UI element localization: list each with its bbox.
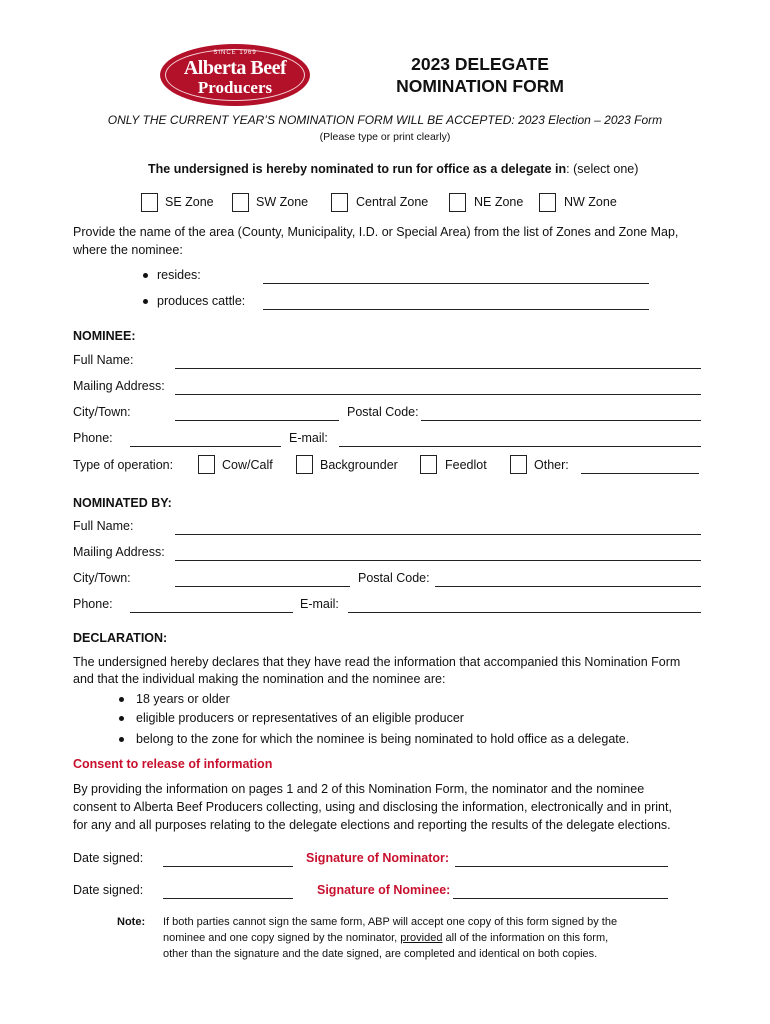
nominator-mailing-field[interactable] [175,560,701,561]
nominator-city-label: City/Town: [73,571,131,585]
nominator-mailing-label: Mailing Address: [73,545,165,559]
logo-line2: Producers [197,78,273,97]
nominator-full-name-label: Full Name: [73,519,134,533]
form-title [370,53,590,97]
title-line2: NOMINATION FORM [396,76,564,96]
nominator-full-name-field[interactable] [175,534,701,535]
zone-prompt [148,162,638,176]
operation-checkbox-backgrounder[interactable] [296,455,313,474]
print-note: (Please type or print clearly) [319,131,451,143]
zone-prompt-bold: The undersigned is hereby nominated to run for office as a delegate in [148,162,567,176]
nominee-full-name-field[interactable] [175,368,701,369]
nominee-signature-field[interactable] [453,898,668,899]
note-line2-post: all of the information on this form, [442,932,609,944]
consent-line2: consent to Alberta Beef Producers collecting, using and disclosing the information, electronically and in print, [73,800,672,814]
zone-checkbox-sw[interactable] [232,193,249,212]
nominee-city-label: City/Town: [73,405,131,419]
nominee-mailing-label: Mailing Address: [73,379,165,393]
note-provided: provided [400,932,443,944]
operation-checkbox-other[interactable] [510,455,527,474]
nominator-postal-field[interactable] [435,586,701,587]
nominee-date-field[interactable] [163,898,293,899]
area-instructions: Provide the name of the area (County, Municipality, I.D. or Special Area) from the list of Zones and Zone Map, where the nominee: [73,225,679,257]
zone-checkbox-ne[interactable] [449,193,466,212]
nominator-postal-label: Postal Code: [358,571,430,585]
declaration-item-3: belong to the zone for which the nominee is being nominated to hold office as a delegate. [136,732,630,746]
nominator-date-field[interactable] [163,866,293,867]
zone-label-central: Central Zone [356,195,429,209]
zone-label-nw: NW Zone [564,195,617,209]
nominee-phone-field[interactable] [130,446,281,447]
nominee-phone-label: Phone: [73,431,113,445]
nominator-phone-field[interactable] [130,612,293,613]
operation-type-label: Type of operation: [73,458,174,472]
nominee-city-field[interactable] [175,420,339,421]
operation-label-other: Other: [534,458,569,472]
abp-logo [160,44,310,106]
nominee-heading: NOMINEE: [73,329,136,343]
nominator-email-field[interactable] [348,612,701,613]
note-line2 [163,932,608,944]
resides-label: resides: [157,268,201,282]
operation-label-cow-calf: Cow/Calf [222,458,273,472]
note-line3: other than the signature and the date signed, are completed and identical on both copies. [163,948,598,960]
zone-checkbox-se[interactable] [141,193,158,212]
nominator-phone-label: Phone: [73,597,113,611]
declaration-line2: and that the individual making the nomination and the nominee are: [73,672,446,686]
resides-field[interactable] [263,283,649,284]
operation-other-field[interactable] [581,473,699,474]
consent-line1: By providing the information on pages 1 and 2 of this Nomination Form, the nominator and the nominee [73,782,645,796]
operation-label-backgrounder: Backgrounder [320,458,398,472]
zone-label-ne: NE Zone [474,195,524,209]
produces-cattle-field[interactable] [263,309,649,310]
bullet [119,716,124,721]
bullet [143,299,148,304]
note-line1: If both parties cannot sign the same form, ABP will accept one copy of this form signed by the [163,916,618,928]
nominee-email-label: E-mail: [289,431,328,445]
zone-prompt-rest: : (select one) [566,162,639,176]
nominee-signature-label: Signature of Nominee: [317,883,451,897]
consent-line3: for any and all purposes relating to the delegate elections and reporting the results of the delegate elections. [73,818,671,832]
nominator-email-label: E-mail: [300,597,339,611]
declaration-line1: The undersigned hereby declares that they have read the information that accompanied this Nomination Form [73,655,681,669]
note-line2-pre: nominee and one copy signed by the nominator, [163,932,401,944]
nominator-signature-label: Signature of Nominator: [306,851,450,865]
operation-checkbox-feedlot[interactable] [420,455,437,474]
nominee-mailing-field[interactable] [175,394,701,395]
zone-label-sw: SW Zone [256,195,309,209]
nominee-postal-label: Postal Code: [347,405,419,419]
nominator-city-field[interactable] [175,586,350,587]
operation-label-feedlot: Feedlot [445,458,487,472]
declaration-item-1: 18 years or older [136,692,230,706]
current-year-notice: ONLY THE CURRENT YEAR’S NOMINATION FORM WILL BE ACCEPTED: 2023 Election – 2023 Form [107,113,663,127]
zone-label-se: SE Zone [165,195,214,209]
declaration-item-2: eligible producers or representatives of an eligible producer [136,711,464,725]
operation-checkbox-cow-calf[interactable] [198,455,215,474]
declaration-heading: DECLARATION: [73,631,168,645]
produces-cattle-label: produces cattle: [157,294,246,308]
nominee-email-field[interactable] [339,446,701,447]
bullet [143,273,148,278]
note-label: Note: [117,916,146,928]
logo-line1: Alberta Beef [183,57,287,79]
title-line1: 2023 DELEGATE [411,54,549,74]
nominated-by-heading: NOMINATED BY: [73,496,172,510]
nominee-date-label: Date signed: [73,883,144,897]
bullet [119,697,124,702]
bullet [119,737,124,742]
zone-checkbox-nw[interactable] [539,193,556,212]
zone-checkbox-central[interactable] [331,193,348,212]
nominee-full-name-label: Full Name: [73,353,134,367]
nominator-signature-field[interactable] [455,866,668,867]
nominee-postal-field[interactable] [421,420,701,421]
nominator-date-label: Date signed: [73,851,144,865]
consent-heading: Consent to release of information [73,757,273,771]
logo-since: SINCE 1969 [213,50,257,56]
